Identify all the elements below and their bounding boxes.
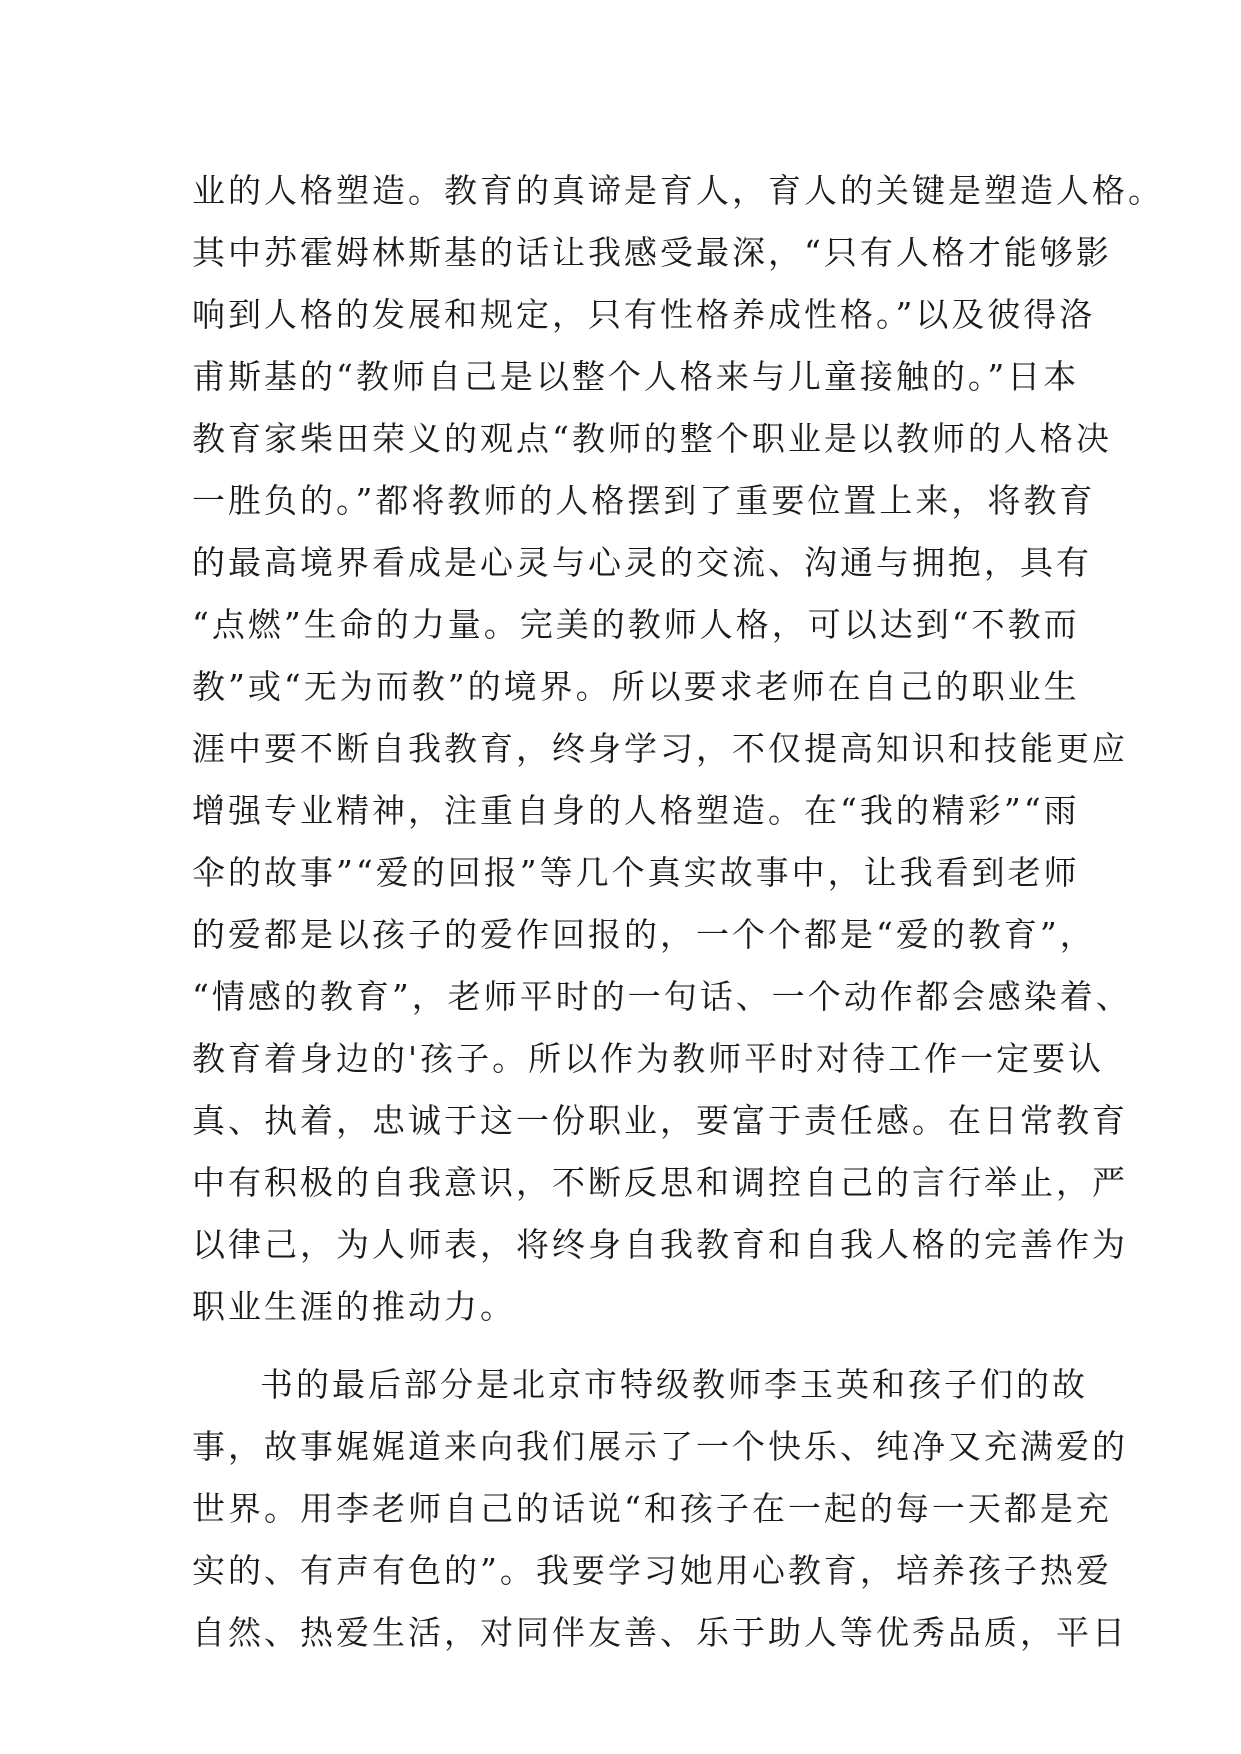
paragraph-1	[192, 160, 1164, 1338]
text-line: 事，故事娓娓道来向我们展示了一个快乐、纯净又充满爱的	[192, 1427, 1128, 1466]
paragraph-gap	[192, 1338, 1072, 1354]
text-line: “情感的教育”，老师平时的一句话、一个动作都会感染着、	[192, 977, 1132, 1016]
text-line: “点燃”生命的力量。完美的教师人格，可以达到“不教而	[192, 605, 1080, 644]
text-line: 教育家柴田荣义的观点“教师的整个职业是以教师的人格决	[192, 419, 1112, 458]
paragraph-2	[192, 1354, 1128, 1664]
text-line: 其中苏霍姆林斯基的话让我感受最深，“只有人格才能够影	[192, 233, 1112, 272]
text-line: 涯中要不断自我教育，终身学习，不仅提高知识和技能更应	[192, 729, 1128, 768]
text-line: 教育着身边的'孩子。所以作为教师平时对待工作一定要认	[192, 1039, 1105, 1078]
text-line: 世界。用李老师自己的话说“和孩子在一起的每一天都是充	[192, 1489, 1112, 1528]
text-line: 甫斯基的“教师自己是以整个人格来与儿童接触的。”日本	[192, 357, 1080, 396]
text-line: 伞的故事”“爱的回报”等几个真实故事中，让我看到老师	[192, 853, 1080, 892]
text-line: 响到人格的发展和规定，只有性格养成性格。”以及彼得洛	[192, 295, 1096, 334]
text-line: 真、执着，忠诚于这一份职业，要富于责任感。在日常教育	[192, 1101, 1128, 1140]
body-text	[192, 160, 1164, 1664]
text-line: 书的最后部分是北京市特级教师李玉英和孩子们的故	[260, 1365, 1088, 1404]
text-line: 实的、有声有色的”。我要学习她用心教育，培养孩子热爱	[192, 1551, 1112, 1590]
text-line: 职业生涯的推动力。	[192, 1287, 516, 1326]
text-line: 一胜负的。”都将教师的人格摆到了重要位置上来，将教育	[192, 481, 1096, 520]
text-line: 教”或“无为而教”的境界。所以要求老师在自己的职业生	[192, 667, 1080, 706]
text-line: 以律己，为人师表，将终身自我教育和自我人格的完善作为	[192, 1225, 1128, 1264]
text-line: 中有积极的自我意识，不断反思和调控自己的言行举止，严	[192, 1163, 1128, 1202]
text-line: 的爱都是以孩子的爱作回报的，一个个都是“爱的教育”，	[192, 915, 1096, 954]
text-line: 业的人格塑造。教育的真谛是育人，育人的关键是塑造人格。	[192, 171, 1164, 210]
text-line: 的最高境界看成是心灵与心灵的交流、沟通与拥抱，具有	[192, 543, 1092, 582]
text-line: 自然、热爱生活，对同伴友善、乐于助人等优秀品质，平日	[192, 1613, 1128, 1652]
text-line: 增强专业精神，注重自身的人格塑造。在“我的精彩”“雨	[192, 791, 1080, 830]
